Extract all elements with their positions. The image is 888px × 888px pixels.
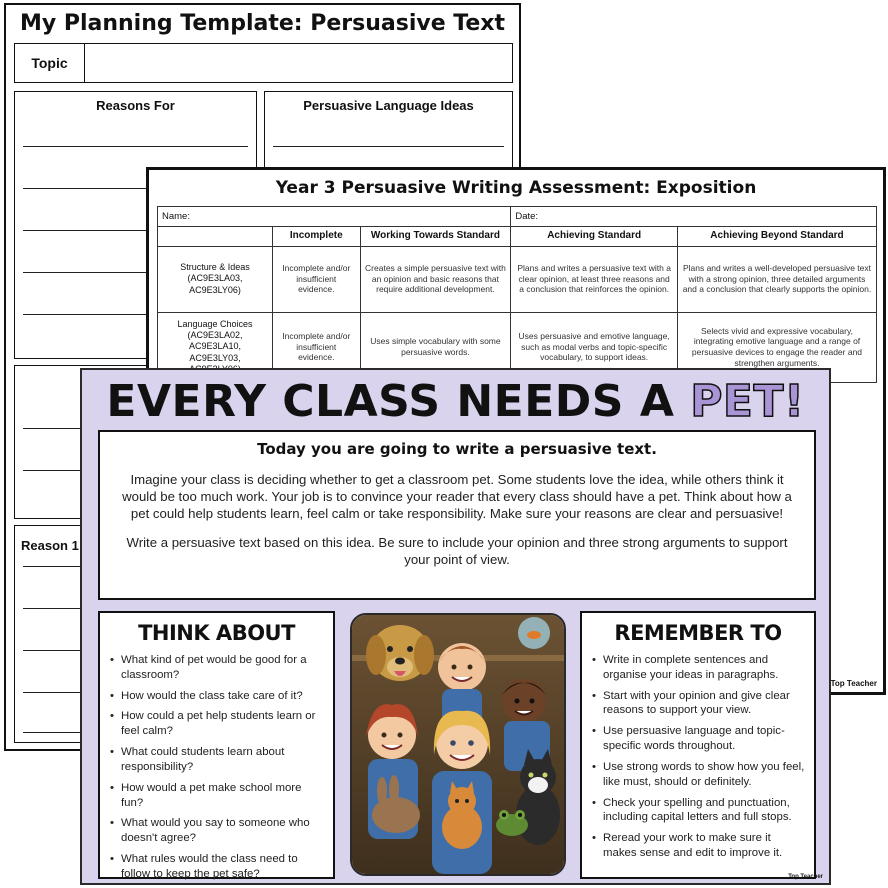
list-item: • What would you say to someone who doesn't agree?	[110, 816, 325, 846]
criterion-cell: Language Choices (AC9E3LA02, AC9E3LA10, AC9E3LY03,	[158, 312, 273, 382]
task-card-brand: Top Teacher	[788, 874, 823, 880]
name-label: Name:	[158, 207, 511, 227]
criteria-header	[158, 227, 273, 247]
prompt-lead: Today you are going to write a persuasive text.	[257, 440, 657, 458]
table-cell: Plans and writes a well-developed persuasive text with a strong opinion, three detailed arguments and a conclusion that clearly supports the opinion.	[677, 246, 876, 312]
table-cell: Plans and writes a persuasive text with a clear opinion, at least three reasons and a conclusion that reinforces the opinion.	[511, 246, 678, 312]
list-item: • What could students learn about responsibility?	[110, 745, 325, 775]
list-item: • What kind of pet would be good for a classroom?	[110, 653, 325, 683]
table-cell: Selects vivid and expressive vocabulary, integrating emotive language and a range of persuasive devices to engage the reader and strengthen arguments.	[677, 312, 876, 382]
list-item: • Check your spelling and punctuation, including capital letters and full stops.	[592, 796, 806, 826]
remember-to-panel	[580, 611, 816, 879]
criterion-cell: Structure & Ideas (AC9E3LA03, AC9E3LY06)	[158, 246, 273, 312]
list-item: • How could a pet help students learn or feel calm?	[110, 709, 325, 739]
planning-template-title: My Planning Template: Persuasive Text	[19, 11, 506, 36]
remember-to-list	[582, 653, 814, 861]
list-item: • What rules would the class need to follow to keep the pet safe?	[110, 852, 325, 882]
language-ideas-label: Persuasive Language Ideas	[303, 98, 474, 113]
table-cell: Uses simple vocabulary with some persuasive words.	[360, 312, 511, 382]
table-cell: Incomplete and/or insufficient evidence.	[273, 312, 361, 382]
table-cell: Uses persuasive and emotive language, such as modal verbs and topic-specific vocabulary, to support ideas.	[511, 312, 678, 382]
task-heading-main: EVERY CLASS NEEDS A	[106, 376, 691, 427]
list-item: • Use persuasive language and topic-specific words throughout.	[592, 724, 806, 754]
task-heading-accent: PET!	[690, 376, 805, 427]
list-item: • Reread your work to make sure it makes sense and edit to improve it.	[592, 831, 806, 861]
table-cell: Incomplete and/or insufficient evidence.	[273, 246, 361, 312]
date-label: Date:	[511, 207, 877, 227]
reason-1-label: Reason 1	[21, 538, 79, 553]
prompt-box	[98, 430, 816, 600]
list-item: • Start with your opinion and give clear reasons to support your view.	[592, 689, 806, 719]
language-ideas-box	[264, 91, 513, 171]
classroom-pets-illustration	[350, 613, 566, 876]
list-item: • How would a pet make school more fun?	[110, 781, 325, 811]
topic-row	[14, 43, 513, 83]
col-incomplete: Incomplete	[273, 227, 361, 247]
think-about-list	[100, 653, 333, 882]
task-heading	[82, 376, 829, 427]
col-working-towards: Working Towards Standard	[360, 227, 511, 247]
list-item: • How would the class take care of it?	[110, 689, 325, 704]
table-row	[158, 246, 877, 312]
list-item: • Use strong words to show how you feel, like must, should or definitely.	[592, 760, 806, 790]
list-item: • Write in complete sentences and organise your ideas in paragraphs.	[592, 653, 806, 683]
topic-label: Topic	[15, 44, 85, 82]
task-card-sheet	[80, 368, 831, 885]
assessment-title: Year 3 Persuasive Writing Assessment: Exposition	[275, 178, 757, 198]
prompt-paragraph-1: Imagine your class is deciding whether to get a classroom pet. Some students love the idea, while others think it would be too much work. Your job is to convince your reader that every class should have a pet. Think about how a pet could help students learn, feel calm or take responsibility. Make sure your reasons are clear and persuasive!	[122, 472, 792, 521]
assessment-brand: Top Teacher	[830, 679, 877, 688]
think-about-title: THINK ABOUT	[138, 621, 295, 645]
think-about-panel	[98, 611, 335, 879]
table-cell: Creates a simple persuasive text with an opinion and basic reasons that require additional development.	[360, 246, 511, 312]
prompt-paragraph-2: Write a persuasive text based on this idea. Be sure to include your opinion and three strong arguments to support your point of view.	[126, 534, 788, 567]
col-achieving-beyond: Achieving Beyond Standard	[677, 227, 876, 247]
name-date-row	[158, 207, 877, 227]
assessment-table	[157, 206, 877, 383]
header-row	[158, 227, 877, 247]
remember-to-title: REMEMBER TO	[614, 621, 782, 645]
col-achieving: Achieving Standard	[511, 227, 678, 247]
reasons-for-label: Reasons For	[96, 98, 175, 113]
